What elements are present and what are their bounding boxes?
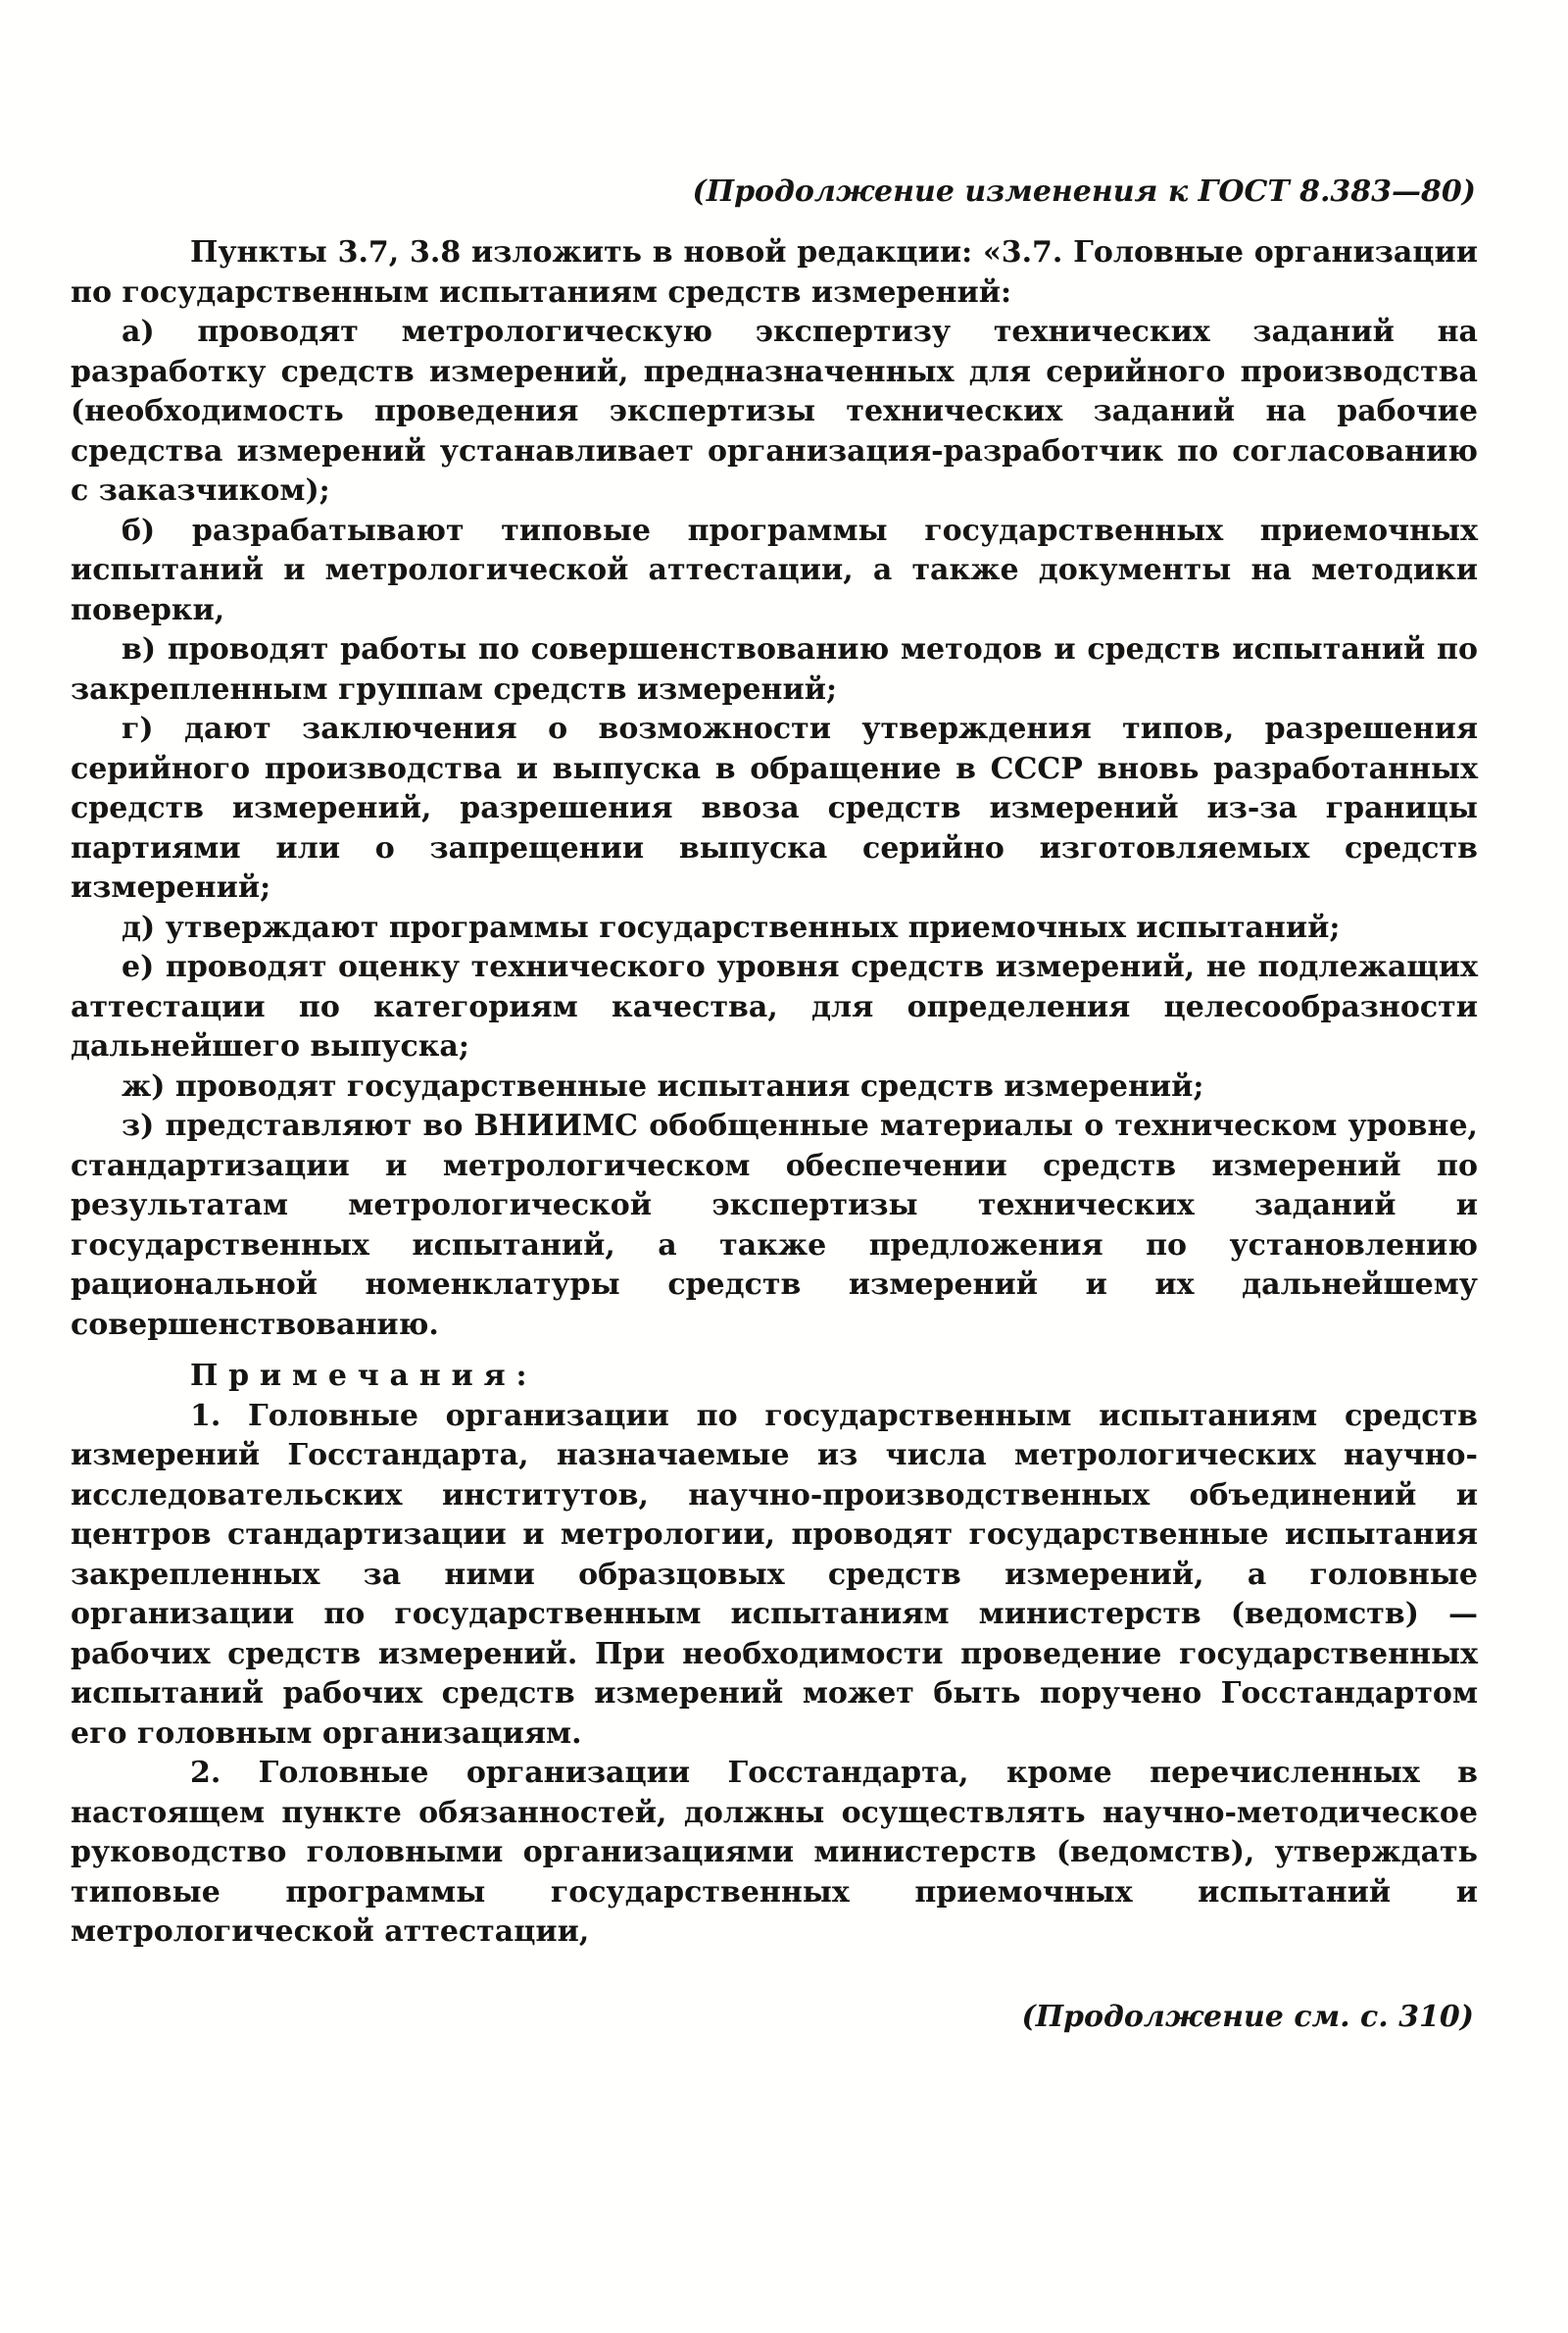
- paragraph: г) дают заключения о возможности утверждения типов, разрешения серийного производства и выпуска в обращение в СССР вновь разработанных средств измерений, разрешения ввоза средств измерений из-за границы партиями или о запрещении выпуска серийно изготовляемых средств измерений;: [71, 712, 1478, 905]
- paragraph: Пункты 3.7, 3.8 изложить в новой редакции: «3.7. Головные организации по государственным испытаниям средств измерений:: [71, 235, 1478, 310]
- notes-heading: Примечания:: [190, 1359, 538, 1393]
- continuation-footer-note: (Продолжение см. с. 310): [1021, 1999, 1474, 2034]
- paragraph: 1. Головные организации по государственным испытаниям средств измерений Госстандарта, назначаемые из числа метрологических научно-исследовательских институтов, научно-производственных объединений и центров стандартизации и метрологии, проводят государственные испытания закрепленных за ними образцовых средств измерений, а головные организации по государственным испытаниям министерств (ведомств) — рабочих средств измерений. При необходимости проведение государственных испытаний рабочих средств измерений может быть поручено Госстандартом его головным организациям.: [71, 1398, 1478, 1751]
- paragraph: е) проводят оценку технического уровня средств измерений, не подлежащих аттестации по категориям качества, для определения целесообразности дальнейшего выпуска;: [71, 950, 1478, 1064]
- paragraph: д) утверждают программы государственных приемочных испытаний;: [122, 910, 1341, 945]
- continuation-header-note: (Продолжение изменения к ГОСТ 8.383—80): [692, 174, 1476, 209]
- paragraph: а) проводят метрологическую экспертизу технических заданий на разработку средств измерений, предназначенных для серийного производства (необходимость проведения экспертизы технических заданий на рабочие средства измерений устанавливает организация-разработчик по согласованию с заказчиком);: [71, 315, 1478, 508]
- paragraph: б) разрабатывают типовые программы государственных приемочных испытаний и метрологической аттестации, а также документы на методики поверки,: [71, 513, 1478, 627]
- paragraph: в) проводят работы по совершенствованию методов и средств испытаний по закрепленным группам средств измерений;: [71, 632, 1478, 707]
- paragraph: з) представляют во ВНИИМС обобщенные материалы о техническом уровне, стандартизации и метрологическом обеспечении средств измерений по результатам метрологической экспертизы технических заданий и государственных испытаний, а также предложения по установлению рациональной номенклатуры средств измерений и их дальнейшему совершенствованию.: [71, 1109, 1478, 1342]
- paragraph: ж) проводят государственные испытания средств измерений;: [122, 1068, 1204, 1104]
- document-body: [71, 233, 1478, 1953]
- paragraph: 2. Головные организации Госстандарта, кроме перечисленных в настоящем пункте обязанностей, должны осуществлять научно-методическое руководство головными организациями министерств (ведомств), утверждать типовые программы государственных приемочных испытаний и метрологической аттестации,: [71, 1756, 1478, 1949]
- page-content: [71, 173, 1478, 2037]
